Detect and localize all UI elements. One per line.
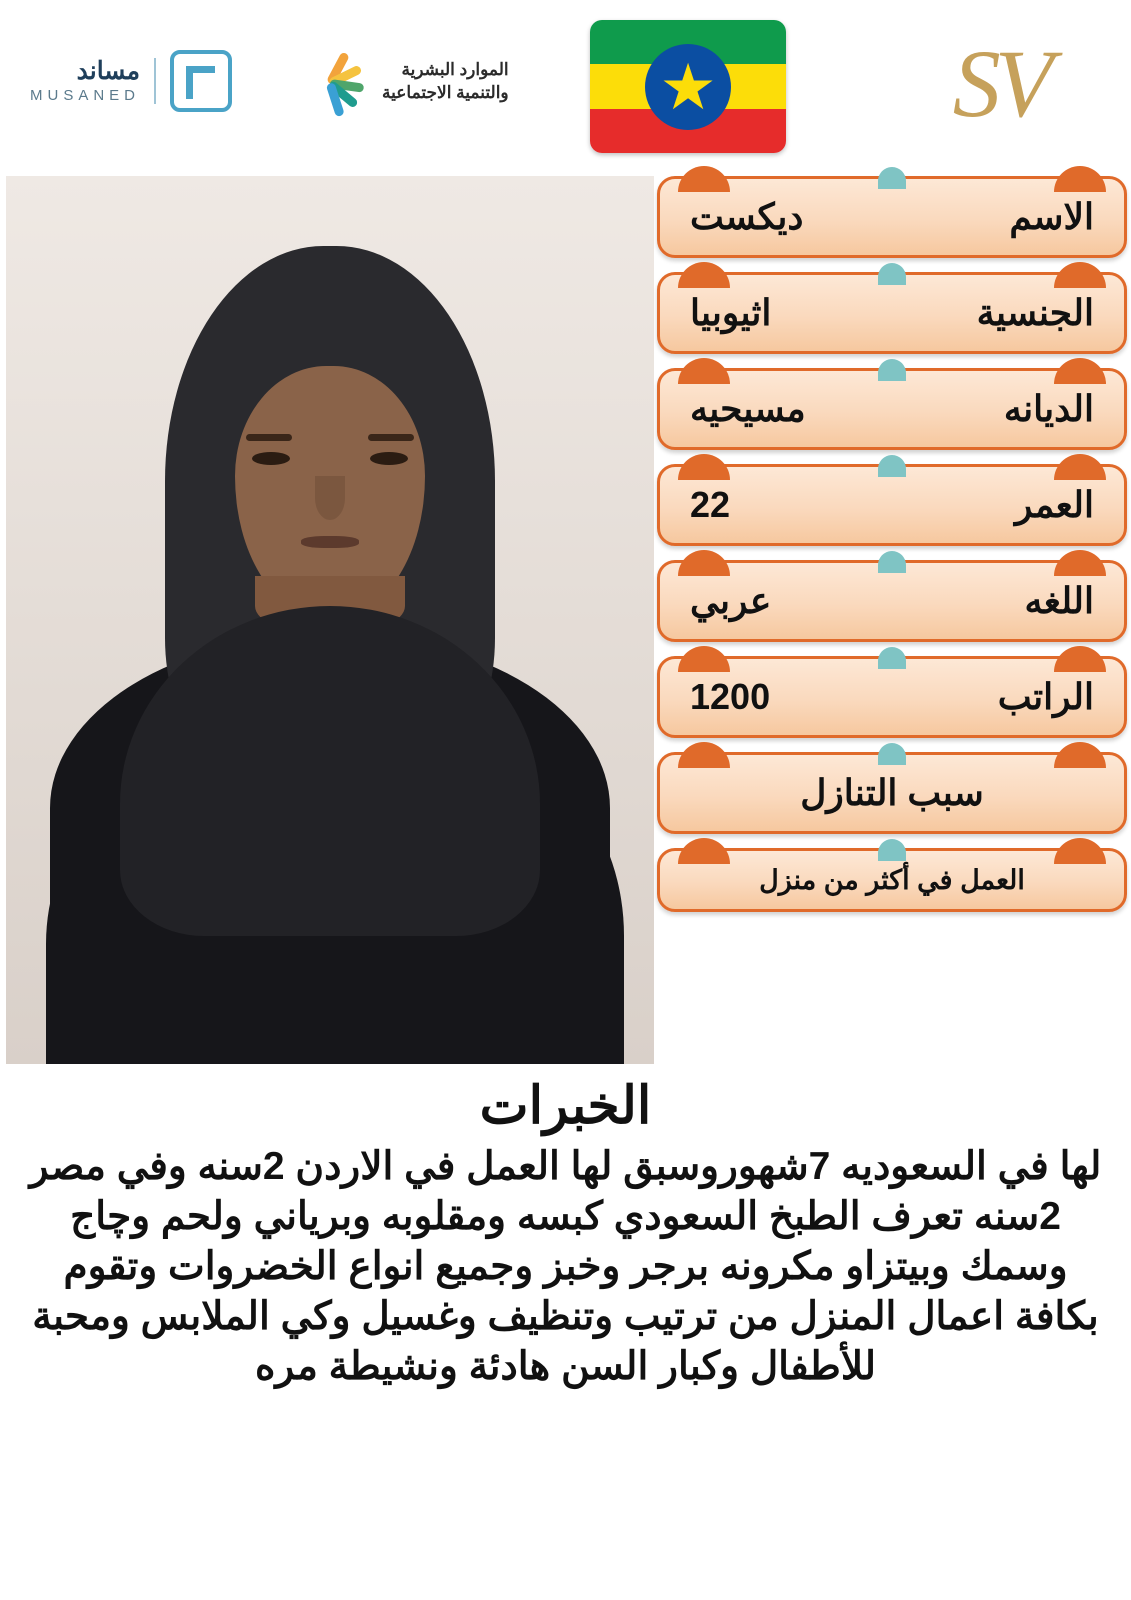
info-row-salary [657, 656, 1127, 738]
info-row-religion [657, 368, 1127, 450]
banner-knob-icon [878, 167, 906, 189]
agency-logo [905, 24, 1095, 144]
info-row-age [657, 464, 1127, 546]
flag-star-icon: ★ [659, 50, 717, 123]
info-row-transfer-reason [657, 752, 1127, 834]
info-label-salary: الراتب [997, 676, 1094, 717]
info-row-multi-house [657, 848, 1127, 912]
hrsd-line-1: الموارد البشرية [401, 60, 509, 80]
info-value-age: 22 [690, 484, 731, 525]
musaned-logo [30, 46, 245, 116]
photo-mouth [301, 536, 359, 548]
info-label-name: الاسم [1009, 196, 1094, 237]
house-icon [170, 50, 232, 112]
banner-knob-icon [878, 263, 906, 285]
banner-knob-icon [878, 455, 906, 477]
musaned-logo-arabic: مساند [76, 57, 141, 85]
info-row-language [657, 560, 1127, 642]
header-bar [0, 0, 1131, 170]
logo-divider [154, 58, 156, 104]
candidate-photo [6, 176, 654, 1064]
info-row-name [657, 176, 1127, 258]
experience-title: الخبرات [479, 1077, 652, 1135]
info-panel [657, 176, 1127, 912]
experience-section [0, 1070, 1131, 1392]
hrsd-line-2: والتنمية الاجتماعية [382, 83, 509, 102]
photo-eye-left [252, 452, 290, 465]
banner-knob-icon [878, 647, 906, 669]
flag-disc [645, 44, 731, 130]
info-label-language: اللغه [1024, 580, 1094, 621]
info-label-multi-house: العمل في أكثر من منزل [759, 864, 1025, 895]
info-row-nationality [657, 272, 1127, 354]
banner-knob-icon [878, 743, 906, 765]
info-value-name: ديكست [690, 196, 804, 237]
photo-brow-left [246, 434, 292, 441]
hrsd-emblem-icon [300, 53, 370, 111]
musaned-logo-text [30, 59, 140, 103]
musaned-logo-english: MUSANED [30, 87, 141, 104]
info-value-religion: مسيحيه [690, 388, 806, 429]
info-label-age: العمر [1014, 484, 1094, 525]
photo-nose [315, 476, 345, 520]
agency-logo-text: SV [952, 30, 1048, 137]
info-value-salary: 1200 [690, 676, 771, 717]
hrsd-logo [300, 50, 509, 114]
hrsd-logo-text [382, 59, 509, 105]
banner-knob-icon [878, 359, 906, 381]
experience-text: لها في السعوديه 7شهوروسبق لها العمل في الاردن 2سنه وفي مصر 2سنه تعرف الطبخ السعودي كبسه ومقلوبه وبرياني ولحم وچاج وسمك وبيتزاو مكرونه برجر وخبز وجميع انواع الخضروات وتقوم بكافة اعمال المنزل من ترتيب وتنظيف وغسيل وكي الملابس ومحبة للأطفال وكبار السن هادئة ونشيطة مره [29, 1145, 1102, 1388]
info-label-religion: الديانه [1003, 388, 1094, 429]
info-value-nationality: اثيوبيا [690, 292, 772, 333]
info-label-nationality: الجنسية [976, 292, 1094, 333]
photo-brow-right [368, 434, 414, 441]
banner-knob-icon [878, 551, 906, 573]
info-value-language: عربي [690, 580, 772, 621]
photo-eye-right [370, 452, 408, 465]
info-label-transfer-reason: سبب التنازل [800, 772, 984, 813]
banner-knob-icon [878, 839, 906, 861]
ethiopia-flag-icon [590, 20, 786, 153]
